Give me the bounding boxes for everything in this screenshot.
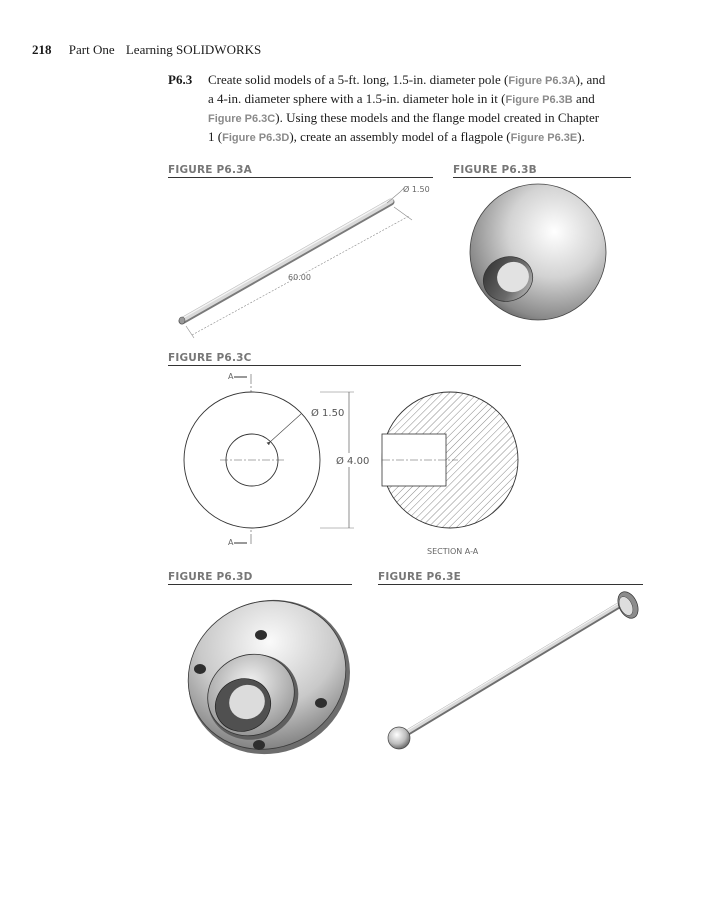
- hole-diameter-dimension: Ø 1.50: [311, 408, 345, 419]
- pole-length-dimension: 60.00: [288, 273, 311, 282]
- figure-a-label: FIGURE P6.3A: [168, 164, 433, 178]
- section-mark-bottom: A: [228, 538, 234, 547]
- figure-e-label: FIGURE P6.3E: [378, 571, 643, 585]
- problem-text-part: Create solid models of a 5-ft. long, 1.5-in. diameter pole (: [208, 72, 509, 87]
- figure-reference-a[interactable]: Figure P6.3A: [508, 75, 576, 87]
- pole-end-cap: [179, 317, 185, 324]
- figure-reference-d[interactable]: Figure P6.3D: [222, 132, 290, 144]
- problem-statement: [168, 71, 608, 147]
- part-label: Part One: [68, 42, 115, 57]
- page-header: [32, 42, 261, 58]
- section-title: Learning SOLIDWORKS: [125, 42, 262, 57]
- flagpole-ball: [388, 727, 410, 749]
- figure-b-label: FIGURE P6.3B: [453, 164, 631, 178]
- pole-highlight: [182, 200, 391, 319]
- section-label: SECTION A-A: [427, 547, 479, 556]
- problem-text-part: ), create an assembly model of a flagpole (: [289, 129, 511, 144]
- bolt-hole: [253, 740, 265, 750]
- figure-b-sphere-drawing: [468, 182, 608, 322]
- flagpole-pole: [402, 605, 618, 735]
- problem-text-part: ), and a 4-in. diameter sphere with a 1.5-in. diameter hole in it (: [208, 72, 606, 106]
- figure-a-pole-drawing: [168, 180, 438, 340]
- bolt-hole: [315, 698, 327, 708]
- bolt-hole: [194, 664, 206, 674]
- page-number: 218: [32, 42, 52, 57]
- problem-text: [208, 71, 608, 147]
- figure-reference-b[interactable]: Figure P6.3B: [505, 94, 573, 106]
- figure-c-section-drawing: [168, 370, 538, 565]
- problem-text-part: and: [572, 91, 595, 106]
- figure-reference-e[interactable]: Figure P6.3E: [510, 132, 578, 144]
- figure-d-label: FIGURE P6.3D: [168, 571, 352, 585]
- problem-text-part: ).: [577, 129, 585, 144]
- sphere-body: [470, 184, 606, 320]
- figure-d-flange-drawing: [183, 595, 355, 757]
- figure-e-flagpole-drawing: [378, 588, 648, 758]
- diameter-leader: [387, 188, 404, 203]
- figure-reference-c[interactable]: Figure P6.3C: [208, 113, 276, 125]
- section-mark-top: A: [228, 372, 234, 381]
- pole-diameter-dimension: Ø 1.50: [403, 185, 430, 194]
- pole-body: [182, 201, 391, 320]
- bolt-hole: [255, 630, 267, 640]
- figure-c-label: FIGURE P6.3C: [168, 352, 521, 366]
- problem-text-part: ). Using these models and the flange model created in Chapter 1 (: [208, 110, 600, 144]
- pole-highlight: [402, 604, 618, 734]
- outer-diameter-dimension: Ø 4.00: [336, 456, 370, 467]
- problem-number: P6.3: [168, 72, 193, 87]
